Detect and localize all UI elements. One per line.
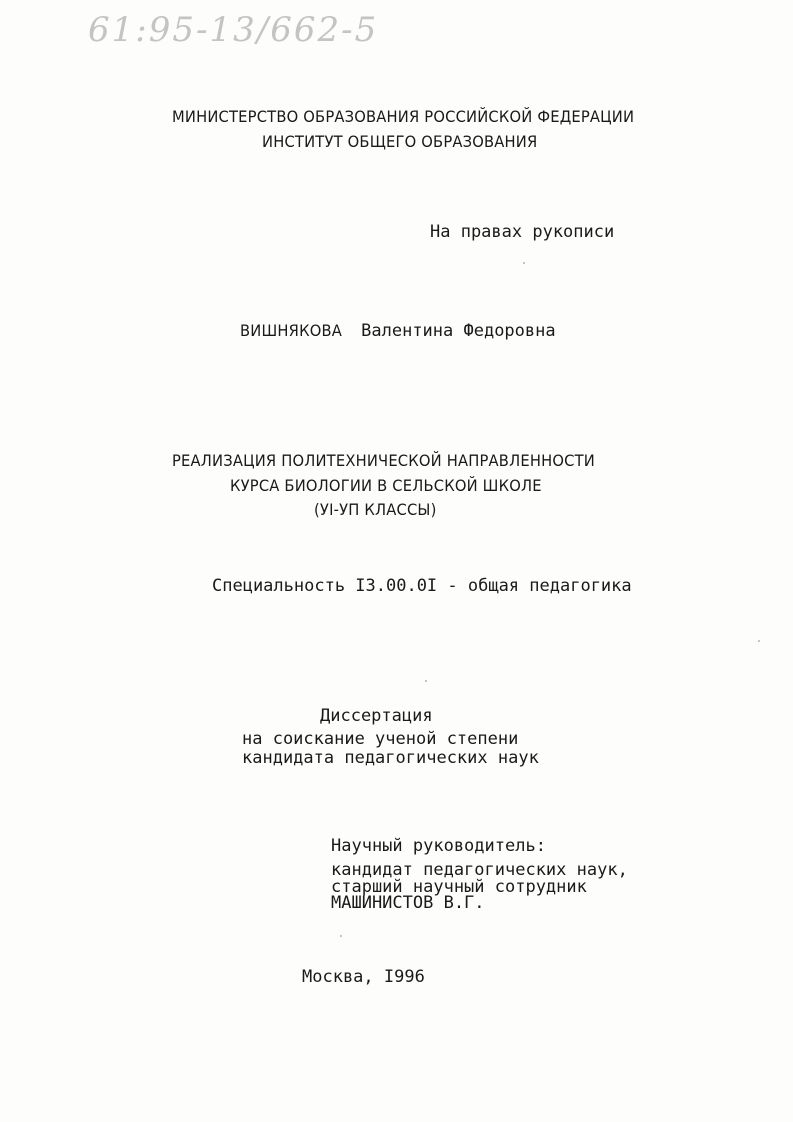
ministry-header: МИНИСТЕРСТВО ОБРАЗОВАНИЯ РОССИЙСКОЙ ФЕДЕРАЦИИ	[172, 107, 635, 126]
supervisor-label: Научный руководитель:	[331, 836, 546, 856]
title-line-3: (УI-УП КЛАССЫ)	[314, 500, 437, 519]
scan-speck	[340, 935, 342, 937]
specialty: Специальность I3.00.0I - общая педагогика	[212, 576, 632, 596]
dissertation-label: Диссертация	[320, 706, 433, 726]
supervisor-degree: кандидат педагогических наук,	[331, 860, 628, 880]
degree-line-2: кандидата педагогических наук	[242, 748, 539, 768]
institute-header: ИНСТИТУТ ОБЩЕГО ОБРАЗОВАНИЯ	[262, 132, 538, 151]
manuscript-note: На правах рукописи	[430, 222, 615, 242]
degree-line-1: на соискание ученой степени	[242, 729, 519, 749]
title-line-1: РЕАЛИЗАЦИЯ ПОЛИТЕХНИЧЕСКОЙ НАПРАВЛЕННОСТИ	[172, 451, 595, 470]
scan-speck	[425, 680, 427, 682]
scan-speck	[758, 640, 760, 642]
author-given-names: Валентина Федоровна	[361, 321, 556, 341]
scan-speck	[523, 262, 525, 264]
supervisor-position: старший научный сотрудник	[331, 877, 587, 897]
supervisor-name: МАШИНИСТОВ В.Г.	[331, 893, 485, 913]
author-name	[240, 320, 556, 342]
place-year: Москва, I996	[302, 967, 425, 987]
archive-stamp: 61:95-13/662-5	[88, 10, 379, 50]
title-line-2: КУРСА БИОЛОГИИ В СЕЛЬСКОЙ ШКОЛЕ	[230, 476, 542, 495]
author-surname: ВИШНЯКОВА	[240, 321, 343, 340]
